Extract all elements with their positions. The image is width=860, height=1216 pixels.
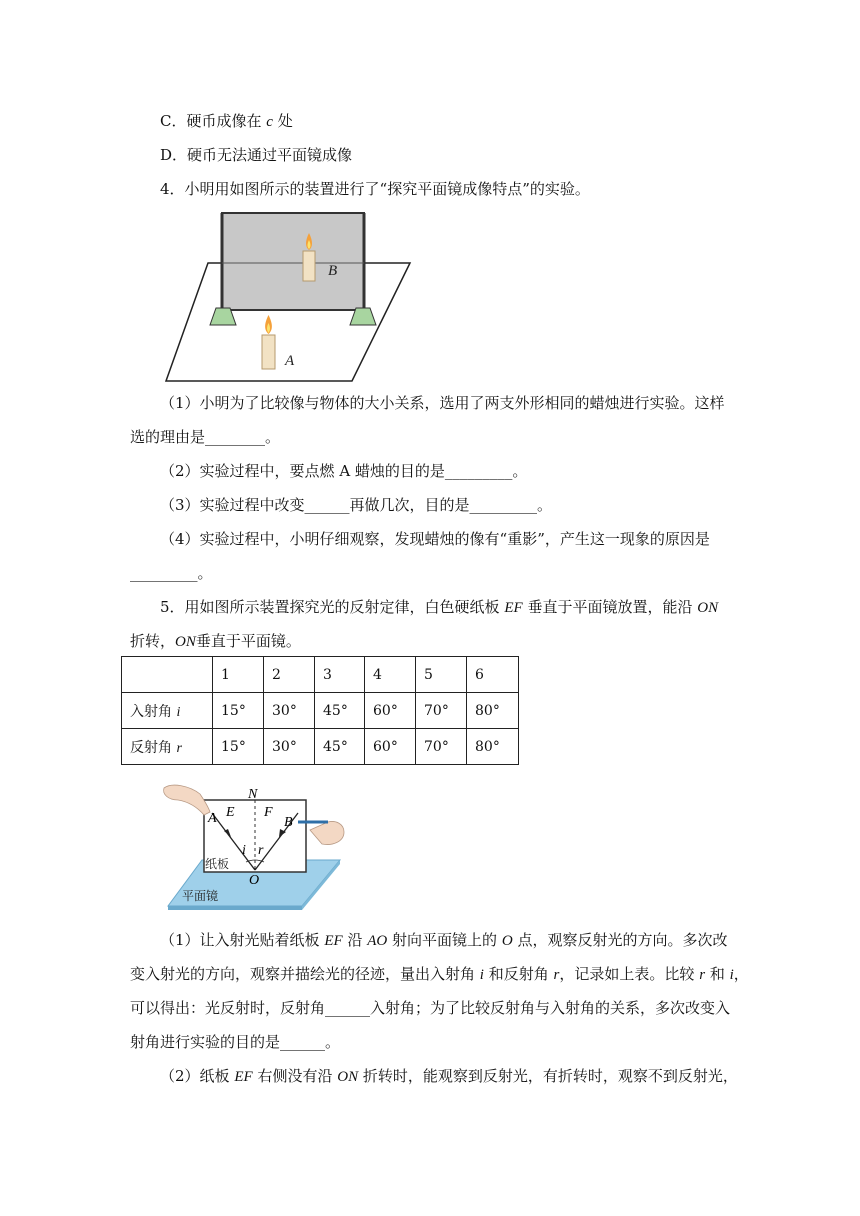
row-label-text: 反射角: [130, 739, 172, 756]
q5-stem-ef: EF: [504, 600, 523, 616]
label-r: r: [258, 843, 264, 858]
label-o: O: [249, 873, 260, 888]
q5-1a-mid: 沿: [347, 931, 363, 949]
left-hand-icon: [164, 785, 210, 815]
table-cell: 80°: [467, 729, 519, 765]
question-4-stem: 4．小明用如图所示的装置进行了“探究平面镜成像特点”的实验。: [160, 180, 590, 198]
table-header-cell: 1: [213, 657, 264, 693]
label-board: 纸板: [205, 857, 230, 871]
table-header-cell: 5: [416, 657, 467, 693]
table-cell: 45°: [315, 693, 365, 729]
table-cell: 70°: [416, 729, 467, 765]
table-header-row: [122, 657, 519, 693]
q5-1b-and: 和: [709, 965, 725, 983]
q5-2-post: 折转时，能观察到反射光，有折转时，观察不到反射光，: [362, 1067, 738, 1085]
table-cell: 15°: [213, 693, 264, 729]
table-row-label: [122, 729, 213, 765]
question-4-1-line1: （1）小明为了比较像与物体的大小关系，选用了两支外形相同的蜡烛进行实验。这样: [160, 394, 725, 412]
table-row: [122, 729, 519, 765]
label-b2: B: [284, 815, 293, 830]
table-row-label: [122, 693, 213, 729]
right-hand-icon: [310, 821, 344, 844]
q5-2-ef: EF: [234, 1069, 253, 1085]
label-a: A: [285, 353, 295, 369]
q5-1a-o: O: [501, 933, 513, 949]
question-5-2-line1: [160, 1066, 738, 1087]
question-5-1-line3: 可以得出：光反射时，反射角______入射角；为了比较反射角与入射角的关系，多次改变入: [130, 999, 731, 1017]
question-4-4-line2: _________。: [130, 564, 213, 582]
table-row: [122, 693, 519, 729]
table-header-cell: 4: [365, 657, 416, 693]
table-cell: 15°: [213, 729, 264, 765]
q5-1b-i2: i: [729, 967, 734, 983]
reflection-figure: [160, 780, 350, 910]
q5-stem-on: ON: [697, 600, 719, 616]
option-d: D．硬币无法通过平面镜成像: [160, 146, 353, 164]
table-header-cell: 6: [467, 657, 519, 693]
option-c-text: C．硬币成像在: [160, 112, 262, 130]
option-c: [160, 111, 293, 132]
question-4-3: （3）实验过程中改变______再做几次，目的是_________。: [160, 496, 553, 514]
q5-stem-mid: 垂直于平面镜放置，能沿: [527, 598, 693, 616]
q5-1b-mid: 和反射角: [488, 965, 549, 983]
table-cell: 30°: [264, 693, 315, 729]
angle-table: [121, 656, 519, 765]
option-c-end: 处: [277, 112, 293, 130]
row-label-var: r: [176, 740, 182, 756]
q5-1a-ao: AO: [367, 933, 388, 949]
q5-1a-post: 点，观察反射光的方向。多次改: [517, 931, 728, 949]
question-4-2: （2）实验过程中，要点燃 A 蜡烛的目的是_________。: [160, 462, 528, 480]
table-header-cell: 2: [264, 657, 315, 693]
candle-b: [303, 251, 315, 281]
q5-1b-mid2: ，记录如上表。比较: [559, 965, 695, 983]
label-n: N: [248, 787, 258, 802]
table-header-cell: 3: [315, 657, 365, 693]
q5-1b-pre: 变入射光的方向，观察并描绘光的径迹，量出入射角: [130, 965, 476, 983]
q5-1a-mid2: 射向平面镜上的: [392, 931, 498, 949]
candle-a: [262, 335, 275, 369]
q5-1a-pre: （1）让入射光贴着纸板: [160, 931, 320, 949]
glass-plate: [222, 213, 364, 310]
row-label-var: i: [176, 704, 181, 720]
q5-stem2-on: ON: [175, 634, 196, 650]
label-mirror: 平面镜: [182, 889, 219, 903]
table-cell: 70°: [416, 693, 467, 729]
question-5-1-line1: [160, 930, 727, 951]
q5-stem2-pre: 折转，: [130, 632, 176, 650]
label-a2: A: [208, 811, 217, 826]
q5-2-on: ON: [337, 1069, 359, 1085]
q5-stem-pre: 5．用如图所示装置探究光的反射定律，白色硬纸板: [160, 598, 500, 616]
q5-2-mid: 右侧没有沿: [257, 1067, 333, 1085]
mirror-candle-figure: [160, 205, 420, 390]
label-b: B: [328, 263, 338, 279]
question-5-stem-line1: [160, 597, 718, 618]
q5-1b-r: r: [553, 967, 560, 983]
label-i: i: [242, 843, 246, 858]
question-5-1-line2: [130, 964, 749, 985]
table-cell: 45°: [315, 729, 365, 765]
q5-1b-i: i: [479, 967, 484, 983]
table-header-cell: [122, 657, 213, 693]
q5-stem2-post: 垂直于平面镜。: [195, 632, 301, 650]
label-e: E: [226, 805, 235, 820]
q5-1b-post: ，: [733, 965, 749, 983]
q5-1a-ef: EF: [324, 933, 343, 949]
label-f: F: [264, 805, 273, 820]
table-cell: 60°: [365, 729, 416, 765]
table-cell: 80°: [467, 693, 519, 729]
q5-1b-r2: r: [699, 967, 706, 983]
question-4-4-line1: （4）实验过程中，小明仔细观察，发现蜡烛的像有“重影”，产生这一现象的原因是: [160, 530, 710, 548]
table-cell: 60°: [365, 693, 416, 729]
table-cell: 30°: [264, 729, 315, 765]
question-5-1-line4: 射角进行实验的目的是______。: [130, 1033, 341, 1051]
question-5-stem-line2: [130, 631, 301, 652]
option-c-var: c: [266, 114, 273, 130]
row-label-text: 入射角: [130, 703, 172, 720]
q5-2-pre: （2）纸板: [160, 1067, 230, 1085]
question-4-1-line2: 选的理由是________。: [130, 428, 281, 446]
